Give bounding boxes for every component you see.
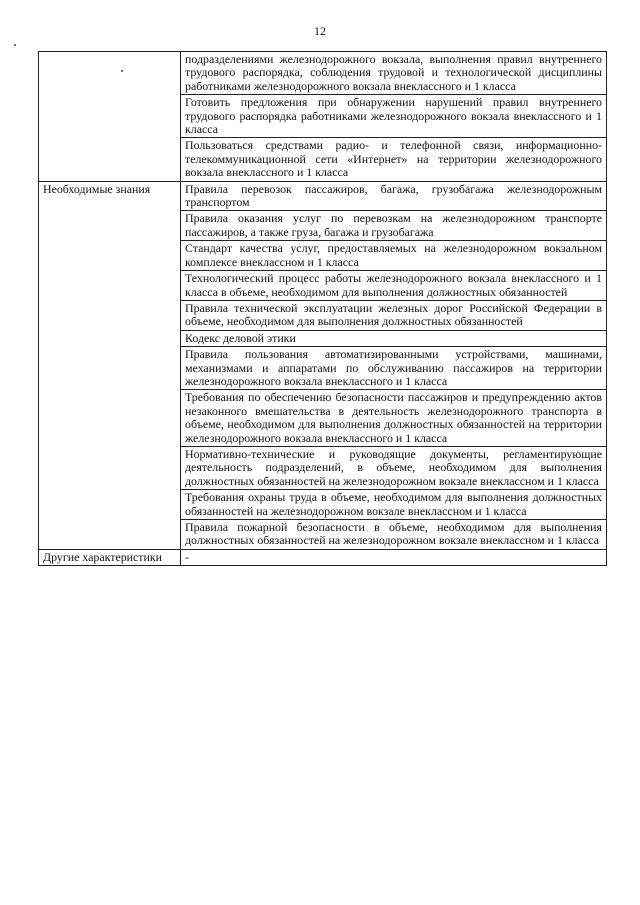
requirement-cell: Нормативно-технические и руководящие документы, регламентирующие деятельность подразделений, в объеме, необходимом для выполнения должностных обязанностей на железнодорожном вокзале внеклассном и 1 класса bbox=[181, 446, 607, 489]
requirement-cell: Правила перевозок пассажиров, багажа, грузобагажа железнодорожным транспортом bbox=[181, 181, 607, 211]
requirement-cell: Пользоваться средствами радио- и телефонной связи, информационно-телекоммуникационной сети «Интернет» на территории железнодорожного вокзала внеклассного и 1 класса bbox=[181, 138, 607, 181]
requirement-cell: Правила пожарной безопасности в объеме, необходимом для выполнения должностных обязанностей на железнодорожном вокзале внеклассном и 1 класса bbox=[181, 520, 607, 550]
table-row bbox=[39, 549, 607, 565]
requirement-cell: Правила оказания услуг по перевозкам на железнодорожном транспорте пассажиров, а также груза, багажа и грузобагажа bbox=[181, 211, 607, 241]
requirement-cell: Готовить предложения при обнаружении нарушений правил внутреннего трудового распорядка работниками железнодорожного вокзала внеклассного и 1 класса bbox=[181, 95, 607, 138]
row-label-cell: Необходимые знания bbox=[39, 181, 181, 549]
requirement-cell: - bbox=[181, 549, 607, 565]
requirement-cell: Стандарт качества услуг, предоставляемых на железнодорожном вокзальном комплексе внеклассном и 1 класса bbox=[181, 241, 607, 271]
row-label-cell: Другие характеристики bbox=[39, 549, 181, 565]
page-number: 12 bbox=[314, 24, 326, 38]
requirement-cell: подразделениями железнодорожного вокзала, выполнения правил внутреннего трудового распорядка, соблюдения трудовой и технологической дисциплины работниками железнодорожного вокзала внеклассного и 1 класса bbox=[181, 52, 607, 95]
requirement-cell: Требования по обеспечению безопасности пассажиров и предупреждению актов незаконного вмешательства в деятельность железнодорожного транспорта в объеме, необходимом для выполнения должностных обязанностей на территории железнодорожного вокзала внеклассного и 1 класса bbox=[181, 390, 607, 447]
requirement-cell: Технологический процесс работы железнодорожного вокзала внеклассного и 1 класса в объеме, необходимом для выполнения должностных обязанностей bbox=[181, 271, 607, 301]
row-label-cell bbox=[39, 52, 181, 182]
job-requirements-table bbox=[38, 51, 607, 566]
requirement-cell: Кодекс деловой этики bbox=[181, 330, 607, 346]
table-row bbox=[39, 52, 607, 95]
table-row bbox=[39, 181, 607, 211]
requirement-cell: Требования охраны труда в объеме, необходимом для выполнения должностных обязанностей на железнодорожном вокзале внеклассном и 1 класса bbox=[181, 490, 607, 520]
scan-speck bbox=[14, 44, 16, 46]
requirement-cell: Правила технической эксплуатации железных дорог Российской Федерации в объеме, необходимом для выполнения должностных обязанностей bbox=[181, 300, 607, 330]
requirement-cell: Правила пользования автоматизированными устройствами, машинами, механизмами и аппаратами по обслуживанию пассажиров на территории железнодорожного вокзала внеклассного и 1 класса bbox=[181, 347, 607, 390]
